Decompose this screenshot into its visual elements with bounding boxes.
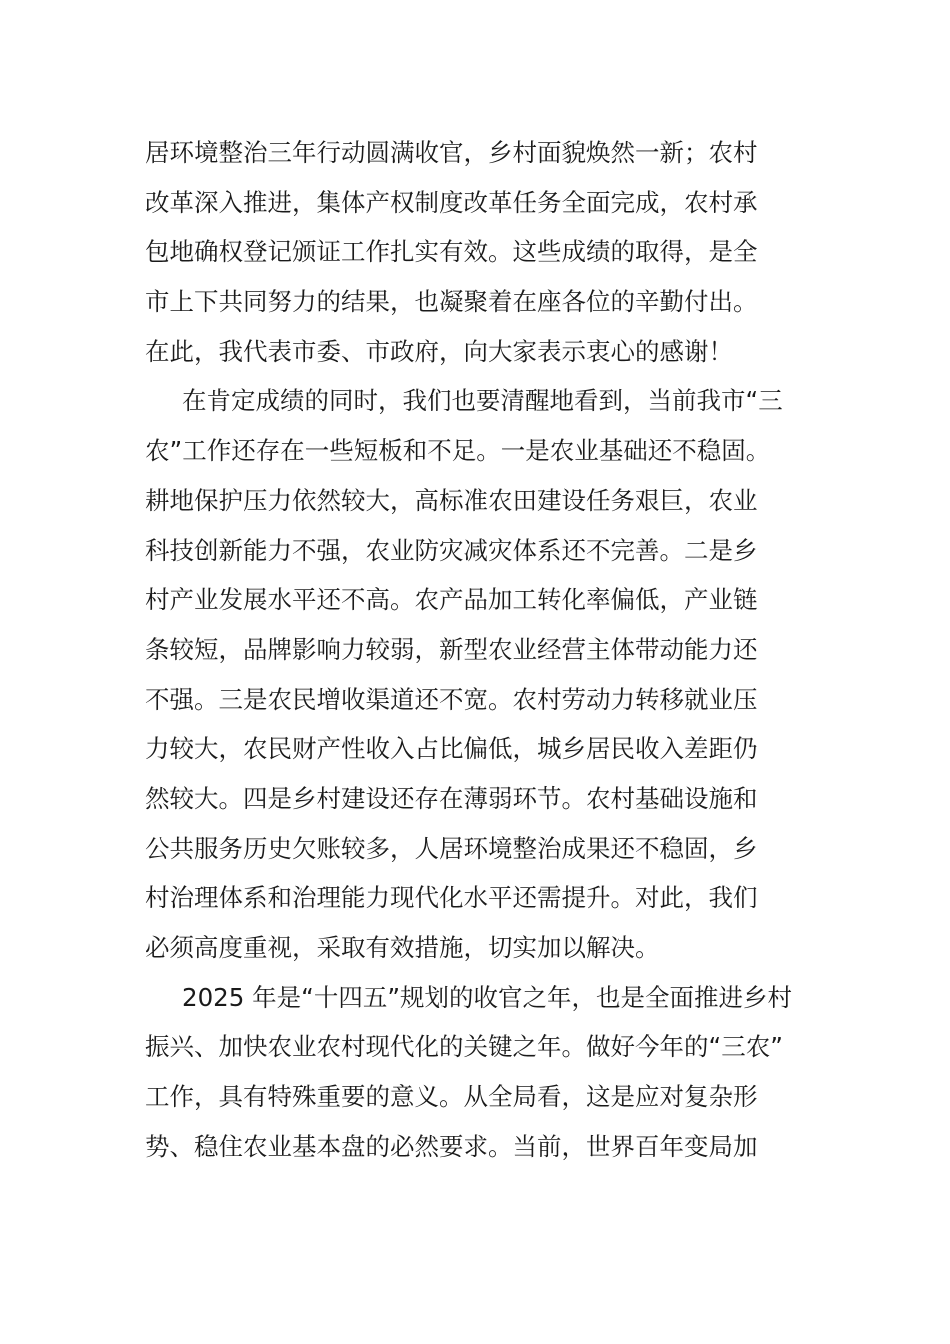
text-line: 耕地保护压力依然较大，高标准农田建设任务艰巨，农业 [145,485,758,515]
text-line: 在肯定成绩的同时，我们也要清醒地看到，当前我市“三 [182,386,783,416]
text-line: 力较大，农民财产性收入占比偏低，城乡居民收入差距仍 [145,734,758,764]
document-body [145,128,810,1171]
paragraph-2025-significance [145,973,810,1172]
text-line: 居环境整治三年行动圆满收官，乡村面貌焕然一新；农村 [145,138,758,167]
text-line: 在此，我代表市委、市政府，向大家表示衷心的感谢！ [145,336,733,366]
text-line: 振兴、加快农业农村现代化的关键之年。做好今年的“三农” [145,1032,783,1062]
text-line: 工作，具有特殊重要的意义。从全局看，这是应对复杂形 [145,1082,758,1112]
text-line: 条较短，品牌影响力较弱，新型农业经营主体带动能力还 [145,634,758,664]
text-line: 科技创新能力不强，农业防灾减灾体系还不完善。二是乡 [145,535,758,565]
text-line: 村产业发展水平还不高。农产品加工转化率偏低，产业链 [145,585,758,615]
text-line: 公共服务历史欠账较多，人居环境整治成果还不稳固，乡 [145,833,758,863]
text-line: 势、稳住农业基本盘的必然要求。当前，世界百年变局加 [145,1131,758,1161]
text-line: 包地确权登记颁证工作扎实有效。这些成绩的取得，是全 [145,237,758,267]
text-line: 不强。三是农民增收渠道还不宽。农村劳动力转移就业压 [145,684,758,714]
text-line: 农”工作还存在一些短板和不足。一是农业基础还不稳固。 [145,436,771,466]
paragraph-achievements-end [145,128,810,376]
text-line: 2025 年是“十四五”规划的收官之年，也是全面推进乡村 [182,982,793,1012]
text-line: 然较大。四是乡村建设还存在薄弱环节。农村基础设施和 [145,783,758,813]
text-line: 市上下共同努力的结果，也凝聚着在座各位的辛勤付出。 [145,287,758,317]
paragraph-shortcomings [145,376,810,972]
text-line: 村治理体系和治理能力现代化水平还需提升。对此，我们 [145,883,758,913]
text-line: 必须高度重视，采取有效措施，切实加以解决。 [145,933,660,962]
text-line: 改革深入推进，集体产权制度改革任务全面完成，农村承 [145,187,758,217]
